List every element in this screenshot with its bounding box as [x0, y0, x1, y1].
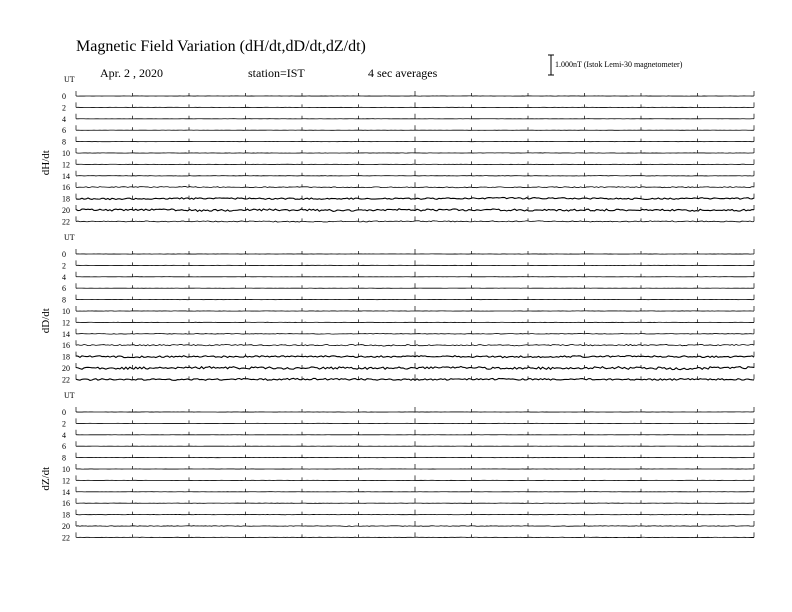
- hour-label: 18: [62, 352, 70, 362]
- hour-label: 20: [62, 364, 70, 373]
- ut-axis-label: UT: [64, 391, 75, 400]
- hour-label: 18: [62, 510, 70, 520]
- hour-label: 8: [62, 295, 66, 305]
- hour-label: 18: [62, 194, 70, 204]
- hour-label: 4: [62, 114, 66, 124]
- hour-label: 2: [62, 261, 66, 271]
- scale-bar-label: 1.000nT (Istok Lemi-30 magnetometer): [555, 60, 683, 69]
- hour-label: 8: [62, 137, 66, 147]
- panel-dd-dt: [40, 233, 754, 384]
- hour-label: 10: [62, 465, 70, 474]
- hour-label: 14: [62, 487, 70, 497]
- hour-label: 16: [62, 341, 70, 351]
- hour-label: 12: [62, 318, 70, 328]
- hour-label: 14: [62, 171, 70, 181]
- hour-label: 16: [62, 183, 70, 193]
- hour-label: 0: [62, 408, 66, 417]
- hour-label: 0: [62, 92, 66, 101]
- panel-dh-dt: [40, 75, 754, 226]
- hour-label: 2: [62, 419, 66, 429]
- hour-label: 0: [62, 250, 66, 259]
- component-label: dZ/dt: [40, 466, 52, 491]
- hour-label: 12: [62, 160, 70, 170]
- hour-label: 22: [62, 217, 70, 227]
- component-label: dH/dt: [40, 150, 52, 176]
- chart-title: Magnetic Field Variation (dH/dt,dD/dt,dZ/dt): [76, 38, 366, 55]
- hour-label: 6: [62, 442, 66, 452]
- hour-label: 2: [62, 103, 66, 113]
- hour-label: 6: [62, 126, 66, 136]
- hour-label: 10: [62, 149, 70, 158]
- date-label: Apr. 2 , 2020: [100, 66, 163, 80]
- hour-label: 8: [62, 453, 66, 463]
- hour-label: 14: [62, 329, 70, 339]
- ut-axis-label: UT: [64, 75, 75, 84]
- hour-label: 4: [62, 430, 66, 440]
- hour-label: 22: [62, 375, 70, 385]
- scale-bar: [548, 55, 554, 75]
- hour-label: 10: [62, 307, 70, 316]
- averaging-label: 4 sec averages: [368, 66, 438, 80]
- hour-label: 22: [62, 533, 70, 543]
- hour-label: 4: [62, 272, 66, 282]
- ut-axis-label: UT: [64, 233, 75, 242]
- hour-label: 16: [62, 499, 70, 509]
- station-label: station=IST: [248, 66, 305, 80]
- panel-dz-dt: [40, 391, 754, 542]
- hour-label: 20: [62, 206, 70, 215]
- component-label: dD/dt: [40, 308, 52, 334]
- hour-label: 6: [62, 284, 66, 294]
- hour-label: 12: [62, 476, 70, 486]
- hour-label: 20: [62, 522, 70, 531]
